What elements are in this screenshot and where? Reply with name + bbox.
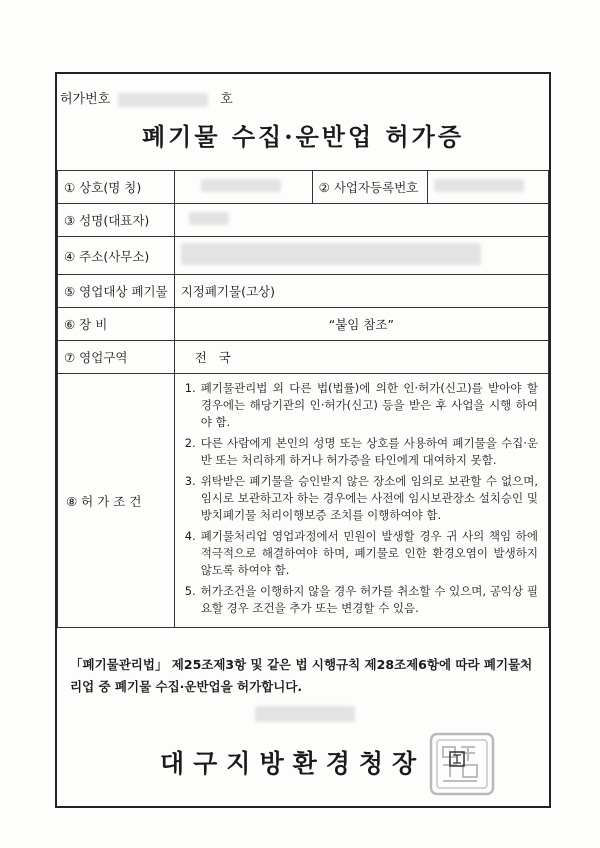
document-title: 폐기물 수집·운반업 허가증 <box>141 122 465 151</box>
conditions-label: ⑧ 허 가 조 건 <box>58 374 175 628</box>
table-row <box>58 308 549 341</box>
waste-type-label: ⑤ 영업대상 폐기물 <box>58 275 175 308</box>
conditions-cell <box>174 374 548 628</box>
permit-number-line <box>60 88 233 107</box>
redacted-permit-number <box>118 93 208 107</box>
table-row <box>58 275 549 308</box>
equipment-value: “붙임 참조” <box>174 308 548 341</box>
waste-type-value: 지정폐기물(고상) <box>174 275 548 308</box>
condition-item <box>185 435 538 469</box>
condition-number: 3. <box>184 474 196 488</box>
table-row <box>58 171 549 204</box>
area-label: ⑦ 영업구역 <box>58 341 175 374</box>
redacted-issue-date <box>255 706 355 722</box>
condition-text: 위탁받은 폐기물을 승인받지 않은 장소에 임의로 보관할 수 없으며, 임시로 보관하고자 하는 경우에는 사전에 임시보관장소 설치승인 및 방치폐기물 처리이행보증 조치를 이행하여야 함. <box>200 474 538 522</box>
trade-name-label: ① 상호(명 칭) <box>58 171 175 204</box>
redacted-trade-name <box>201 179 281 192</box>
condition-text: 폐기물관리법 외 다른 법(법률)에 의한 인·허가(신고)를 받아야 할 경우에는 해당기관의 인·허가(신고) 등을 받은 후 사업을 시행 하여야 함. <box>200 381 538 429</box>
condition-item <box>185 528 538 579</box>
table-row <box>58 341 549 374</box>
table-row <box>58 237 549 275</box>
trade-name-value <box>174 171 312 204</box>
issuer-name: 대구지방환경청장 <box>160 749 426 778</box>
permit-details-table <box>57 170 549 628</box>
address-value <box>174 237 548 275</box>
table-row <box>58 204 549 237</box>
permit-number-label: 허가번호 <box>60 92 111 107</box>
condition-item <box>185 583 538 617</box>
redacted-address <box>181 243 481 265</box>
permit-number-suffix: 호 <box>220 92 233 107</box>
official-seal-icon <box>423 731 499 797</box>
equipment-label: ⑥ 장 비 <box>58 308 175 341</box>
condition-item <box>185 380 538 431</box>
business-reg-value <box>428 171 549 204</box>
condition-number: 1. <box>184 381 196 395</box>
conditions-list <box>181 374 542 627</box>
area-value: 전 국 <box>174 341 548 374</box>
business-reg-label: ② 사업자등록번호 <box>312 171 428 204</box>
condition-text: 다른 사람에게 본인의 성명 또는 상호를 사용하여 폐기물을 수집·운반 또는 처리하게 하거나 허가증을 타인에게 대여하지 못함. <box>200 436 538 467</box>
condition-item <box>185 473 538 524</box>
redacted-representative <box>189 212 229 225</box>
condition-number: 4. <box>184 529 196 543</box>
condition-text: 폐기물처리업 영업과정에서 민원이 발생할 경우 귀 사의 책임 하에 적극적으로 해결하여야 하며, 폐기물로 인한 환경오염이 발생하지 않도록 하여야 함. <box>200 529 538 577</box>
representative-label: ③ 성명(대표자) <box>58 204 175 237</box>
table-row <box>58 374 549 628</box>
permit-declaration: 「폐기물관리법」 제25조제3항 및 같은 법 시행규칙 제28조제6항에 따라 폐기물처리업 중 폐기물 수집·운반업을 허가합니다. <box>70 657 533 694</box>
condition-text: 허가조건을 이행하지 않을 경우 허가를 취소할 수 있으며, 공익상 필요할 경우 조건을 추가 또는 변경할 수 있음. <box>200 584 538 615</box>
representative-value <box>174 204 548 237</box>
condition-number: 5. <box>184 584 196 598</box>
address-label: ④ 주소(사무소) <box>58 237 175 275</box>
redacted-business-reg <box>434 179 524 192</box>
condition-number: 2. <box>184 436 196 450</box>
